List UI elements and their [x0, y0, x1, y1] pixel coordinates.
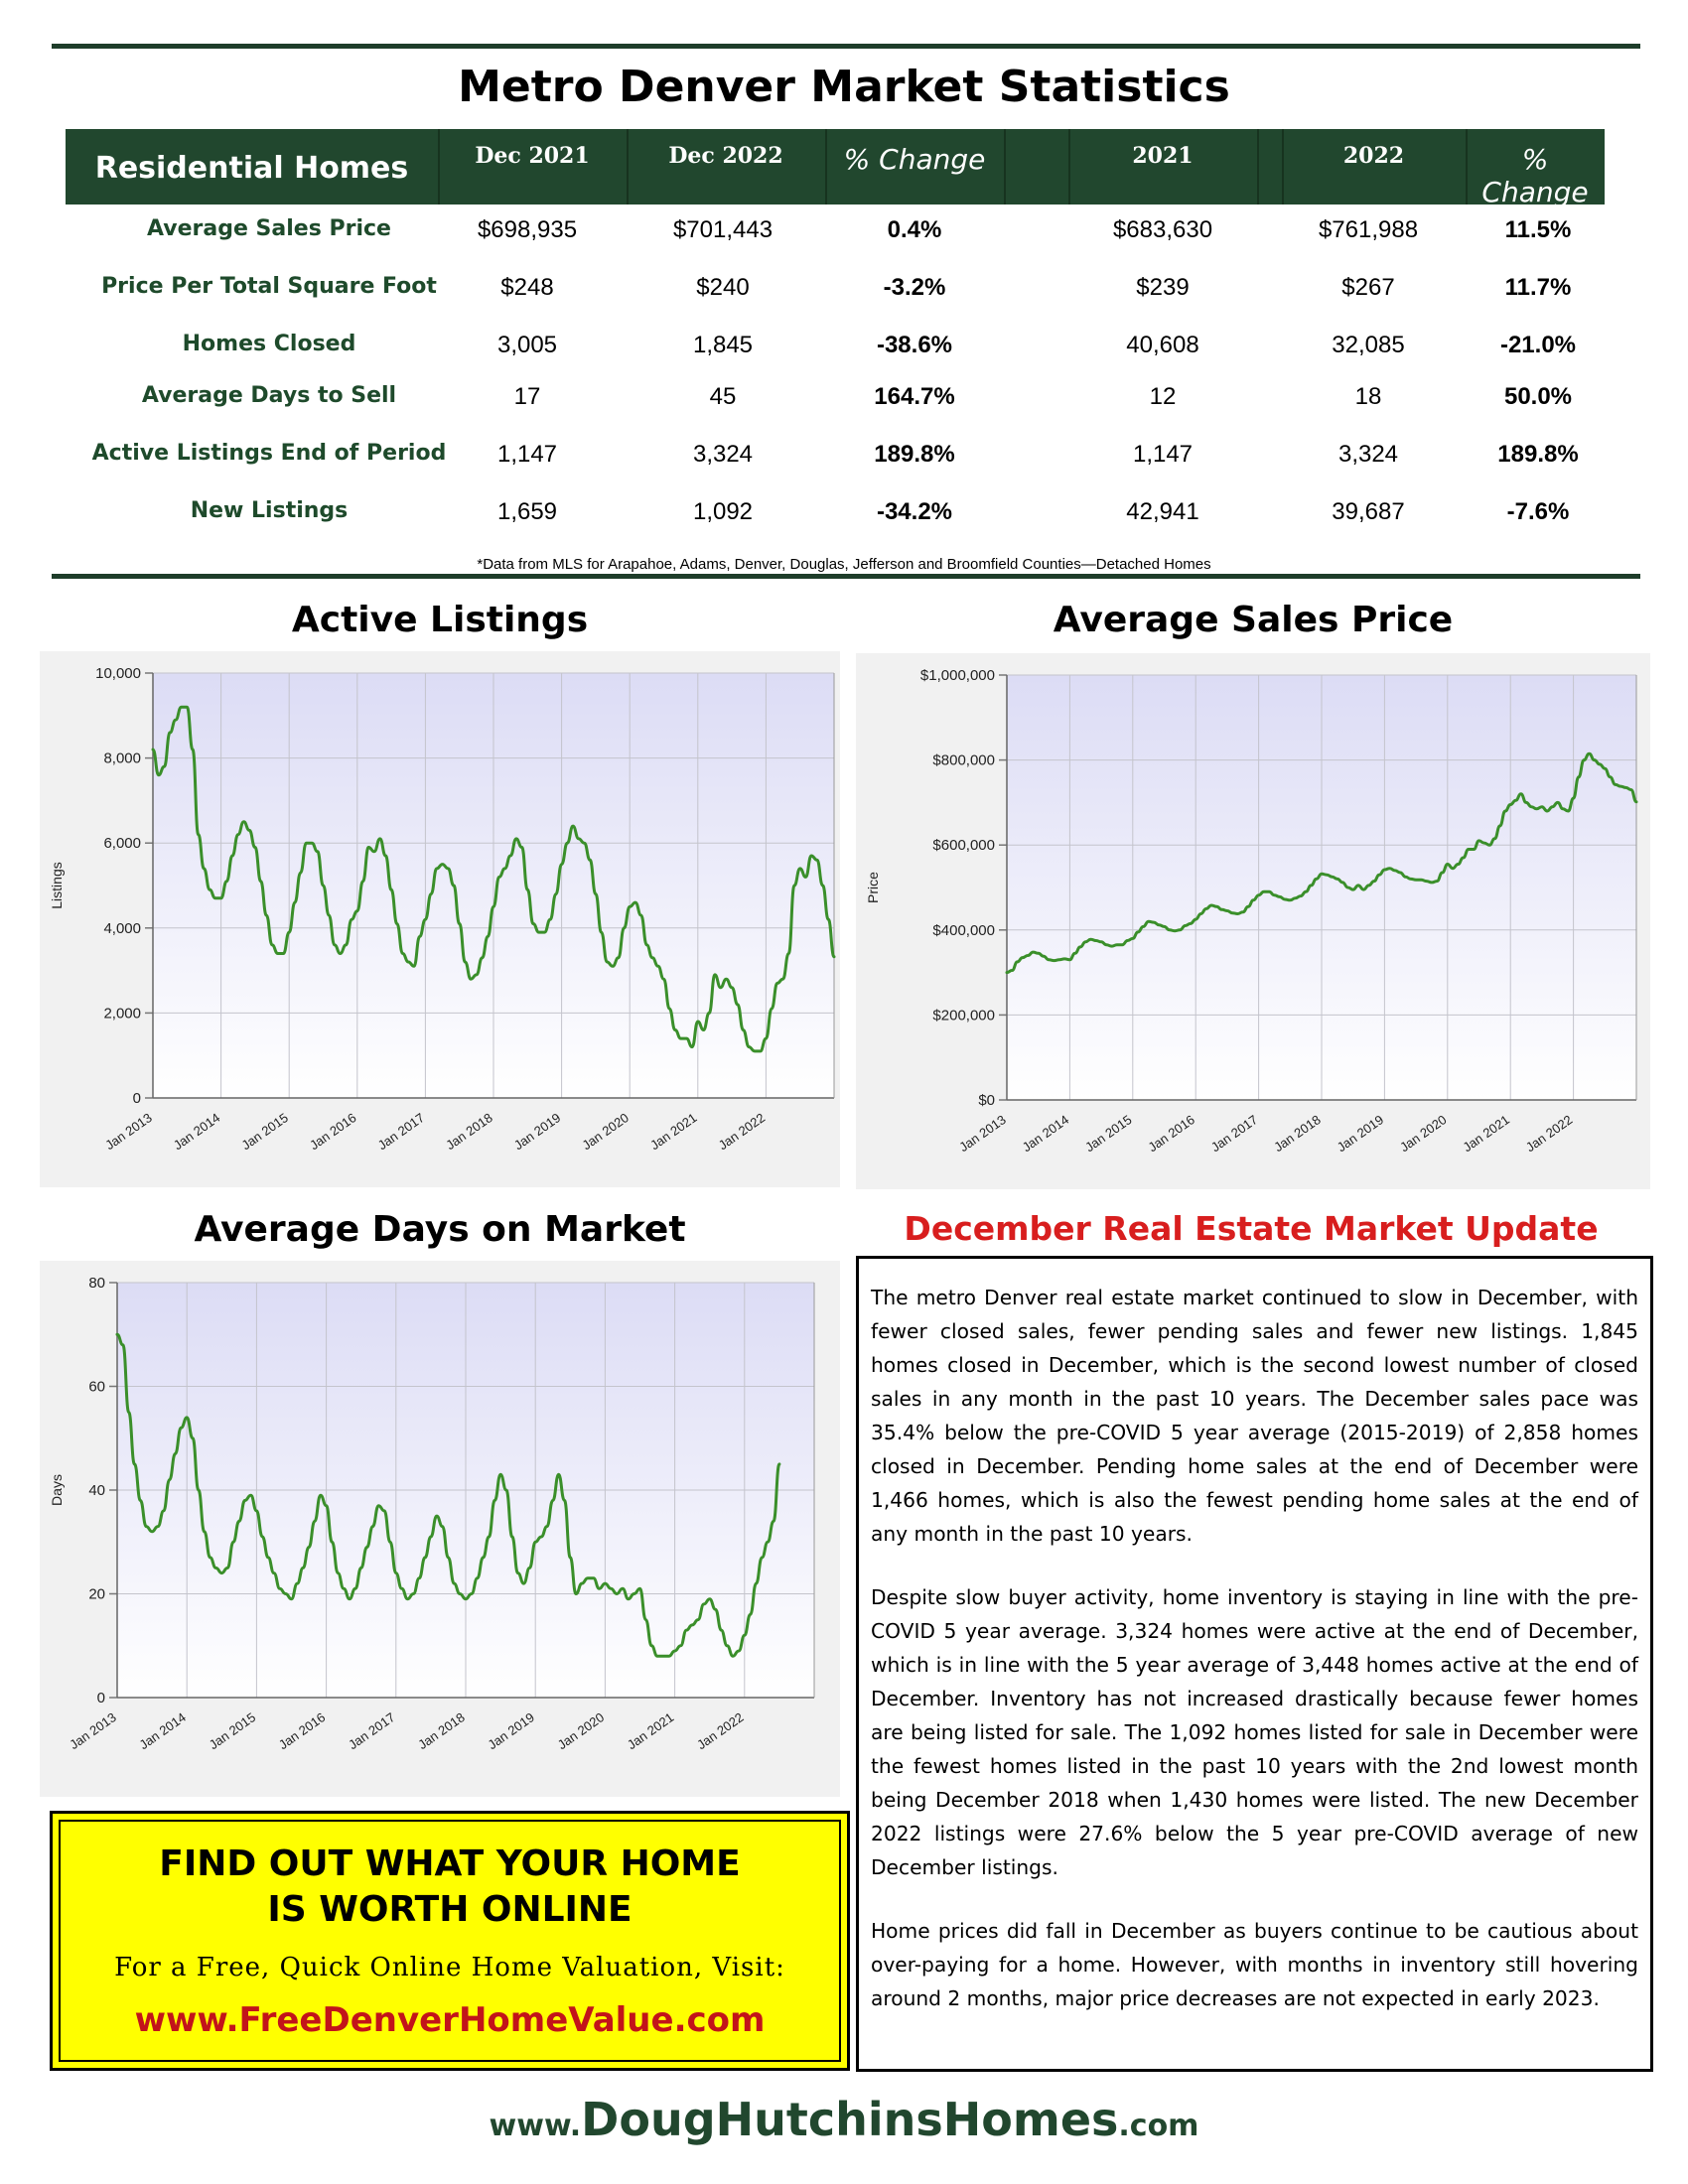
x-tick-label: Jan 2015	[238, 1110, 291, 1154]
promo-url-link[interactable]: www.FreeDenverHomeValue.com	[134, 2000, 766, 2040]
x-tick-label: Jan 2022	[694, 1709, 747, 1753]
dec-2021-value: $698,935	[477, 216, 578, 243]
x-tick-label: Jan 2019	[510, 1110, 564, 1154]
y-tick-label: 20	[88, 1585, 105, 1603]
y-tick-label: 40	[88, 1482, 105, 1499]
dec-2021-value: $248	[500, 274, 554, 301]
y-tick-label: $1,000,000	[919, 667, 995, 684]
y-axis-label: Listings	[49, 862, 65, 909]
year-2022-value: $761,988	[1318, 216, 1419, 243]
dec-2022-value: 1,845	[692, 332, 754, 358]
update-paragraph: The metro Denver real estate market continued to slow in December, with fewer closed sales, fewer pending sales and fewer new listings. 1,845 homes closed in December, which is the second lowest number of closed sales in any month in the past 10 years. The December sales pace was 35.4% below the pre-COVID 5 year average (2015-2019) of 2,858 homes closed in December. Pending home sales at the end of December were 1,466 homes, which is also the fewest pending home sales at the end of any month in the past 10 years.	[871, 1286, 1638, 1546]
footer-com: .com	[1118, 2109, 1199, 2143]
header-pct-change-month: % Change	[843, 143, 986, 176]
stats-row-price-per-sqft	[66, 274, 1605, 324]
x-tick-label: Jan 2018	[1271, 1112, 1324, 1156]
x-tick-label: Jan 2016	[275, 1709, 329, 1753]
month-change-value: 164.7%	[874, 383, 955, 410]
year-change-value: 189.8%	[1497, 441, 1579, 468]
stats-row-average-days-to-sell	[66, 383, 1605, 433]
year-2022-value: $267	[1341, 274, 1395, 301]
promo-inner-border	[59, 1820, 841, 2062]
y-tick-label: 10,000	[95, 665, 141, 682]
x-tick-label: Jan 2019	[1334, 1112, 1387, 1156]
x-tick-label: Jan 2022	[1522, 1112, 1576, 1156]
chart-title-average-sales-price: Average Sales Price	[1053, 600, 1454, 640]
month-change-value: 189.8%	[874, 441, 955, 468]
chart-svg	[40, 651, 840, 1187]
x-tick-label: Jan 2019	[485, 1709, 537, 1753]
month-change-value: -3.2%	[883, 274, 946, 301]
year-change-value: -21.0%	[1499, 332, 1577, 358]
x-tick-label: Jan 2017	[1207, 1112, 1261, 1156]
dec-2021-value: 1,659	[496, 498, 558, 525]
stats-table-header	[66, 129, 1605, 208]
year-change-value: 11.7%	[1504, 274, 1572, 301]
x-tick-label: Jan 2014	[170, 1110, 223, 1154]
market-update-box	[856, 1256, 1653, 2072]
x-tick-label: Jan 2021	[647, 1110, 700, 1154]
mid-rule	[52, 574, 1640, 579]
dec-2022-value: $701,443	[672, 216, 774, 243]
header-2021: 2021	[1132, 143, 1194, 169]
row-label: Active Listings End of Period	[91, 441, 447, 466]
header-pct-change-year: % Change	[1481, 143, 1589, 208]
year-change-value: 11.5%	[1504, 216, 1572, 243]
footer-site-name: DougHutchinsHomes	[581, 2093, 1119, 2146]
chart-title-average-days-on-market: Average Days on Market	[194, 1209, 686, 1250]
y-tick-label: 0	[132, 1090, 141, 1107]
y-tick-label: 0	[96, 1690, 105, 1706]
y-tick-label: $400,000	[932, 921, 995, 939]
y-tick-label: 80	[88, 1275, 105, 1292]
x-tick-label: Jan 2016	[307, 1110, 359, 1154]
year-2022-value: 3,324	[1337, 441, 1399, 468]
x-tick-label: Jan 2021	[624, 1709, 677, 1753]
x-tick-label: Jan 2014	[136, 1709, 189, 1753]
footer-www: www.	[489, 2109, 582, 2143]
average-days-on-market-chart	[40, 1261, 840, 1797]
chart-svg	[40, 1261, 840, 1797]
dec-2022-value: $240	[696, 274, 750, 301]
dec-2022-value: 1,092	[692, 498, 754, 525]
stats-row-active-listings	[66, 441, 1605, 490]
x-tick-label: Jan 2018	[443, 1110, 495, 1154]
year-2021-value: 40,608	[1126, 332, 1199, 358]
x-tick-label: Jan 2020	[1397, 1112, 1450, 1156]
y-tick-label: $200,000	[932, 1007, 995, 1024]
year-2021-value: $239	[1136, 274, 1190, 301]
dec-2022-value: 3,324	[692, 441, 754, 468]
row-label: Price Per Total Square Foot	[101, 274, 437, 299]
header-dec-2021: Dec 2021	[475, 143, 590, 169]
x-tick-label: Jan 2017	[374, 1110, 428, 1154]
dec-2021-value: 17	[513, 383, 541, 410]
x-tick-label: Jan 2016	[1145, 1112, 1197, 1156]
header-dec-2022: Dec 2022	[668, 143, 783, 169]
stats-row-new-listings	[66, 498, 1605, 548]
x-tick-label: Jan 2018	[415, 1709, 468, 1753]
year-2022-value: 32,085	[1332, 332, 1405, 358]
x-tick-label: Jan 2017	[346, 1709, 398, 1753]
year-change-value: 50.0%	[1503, 383, 1573, 410]
year-change-value: -7.6%	[1506, 498, 1570, 525]
promo-subtext: For a Free, Quick Online Home Valuation, Visit:	[114, 1953, 785, 1982]
x-tick-label: Jan 2020	[554, 1709, 608, 1753]
header-2022: 2022	[1342, 143, 1405, 169]
year-2022-value: 39,687	[1332, 498, 1405, 525]
x-tick-label: Jan 2020	[579, 1110, 632, 1154]
y-tick-label: $600,000	[932, 837, 995, 855]
y-tick-label: 4,000	[103, 919, 141, 937]
year-2022-value: 18	[1354, 383, 1382, 410]
y-axis-label: Price	[865, 872, 881, 903]
dec-2021-value: 3,005	[496, 332, 558, 358]
promo-headline-line1: FIND OUT WHAT YOUR HOME	[159, 1843, 741, 1884]
row-label: New Listings	[190, 498, 349, 523]
chart-title-active-listings: Active Listings	[291, 600, 589, 640]
row-label: Average Days to Sell	[141, 383, 397, 408]
home-value-promo	[50, 1811, 850, 2071]
row-label: Homes Closed	[182, 332, 356, 356]
y-tick-label: 8,000	[103, 750, 141, 767]
chart-svg	[856, 653, 1650, 1189]
month-change-value: 0.4%	[887, 216, 942, 243]
average-sales-price-chart	[856, 653, 1650, 1189]
y-tick-label: $800,000	[932, 751, 995, 769]
footer-website-link[interactable]	[0, 2093, 1688, 2146]
header-residential-homes: Residential Homes	[94, 151, 409, 186]
month-change-value: -34.2%	[876, 498, 953, 525]
x-tick-label: Jan 2022	[715, 1110, 769, 1154]
year-2021-value: $683,630	[1112, 216, 1213, 243]
x-tick-label: Jan 2013	[102, 1110, 155, 1154]
x-tick-label: Jan 2021	[1460, 1112, 1512, 1156]
y-tick-label: 6,000	[103, 835, 141, 853]
page-title: Metro Denver Market Statistics	[458, 62, 1230, 112]
promo-headline-line2: IS WORTH ONLINE	[267, 1889, 633, 1930]
dec-2021-value: 1,147	[496, 441, 558, 468]
y-axis-label: Days	[49, 1474, 65, 1506]
stats-row-homes-closed	[66, 332, 1605, 381]
update-paragraph: Home prices did fall in December as buyers continue to be cautious about over-paying for a home. However, with months in inventory still hovering around 2 months, major price decreases are not expected in early 2023.	[871, 1919, 1638, 2010]
year-2021-value: 42,941	[1126, 498, 1199, 525]
top-rule	[52, 44, 1640, 49]
month-change-value: -38.6%	[876, 332, 953, 358]
active-listings-chart	[40, 651, 840, 1187]
year-2021-value: 12	[1149, 383, 1177, 410]
data-source-footnote: *Data from MLS for Arapahoe, Adams, Denver, Douglas, Jefferson and Broomfield Counties—Detached Homes	[477, 556, 1211, 573]
y-tick-label: 2,000	[103, 1005, 141, 1023]
x-tick-label: Jan 2015	[1082, 1112, 1135, 1156]
update-paragraph: Despite slow buyer activity, home inventory is staying in line with the pre-COVID 5 year average. 3,324 homes were active at the end of December, which is in line with the 5 year average of 3,448 homes active at the end of December. Inventory has not increased drastically because fewer homes are being listed for sale. The 1,092 homes listed for sale in December were the fewest homes listed in the past 10 years with the 2nd lowest month being December 2018 when 1,430 homes were listed. The new December 2022 listings were 27.6% below the 5 year pre-COVID average of new December listings.	[871, 1585, 1638, 1879]
x-tick-label: Jan 2015	[206, 1709, 259, 1753]
x-tick-label: Jan 2014	[1019, 1112, 1072, 1156]
market-update-title: December Real Estate Market Update	[904, 1209, 1599, 1248]
row-label: Average Sales Price	[147, 216, 391, 241]
x-tick-label: Jan 2013	[67, 1709, 119, 1753]
y-tick-label: $0	[978, 1092, 995, 1109]
stats-row-average-sales-price	[66, 216, 1605, 266]
dec-2022-value: 45	[709, 383, 737, 410]
x-tick-label: Jan 2013	[956, 1112, 1009, 1156]
year-2021-value: 1,147	[1132, 441, 1194, 468]
y-tick-label: 60	[88, 1378, 105, 1396]
